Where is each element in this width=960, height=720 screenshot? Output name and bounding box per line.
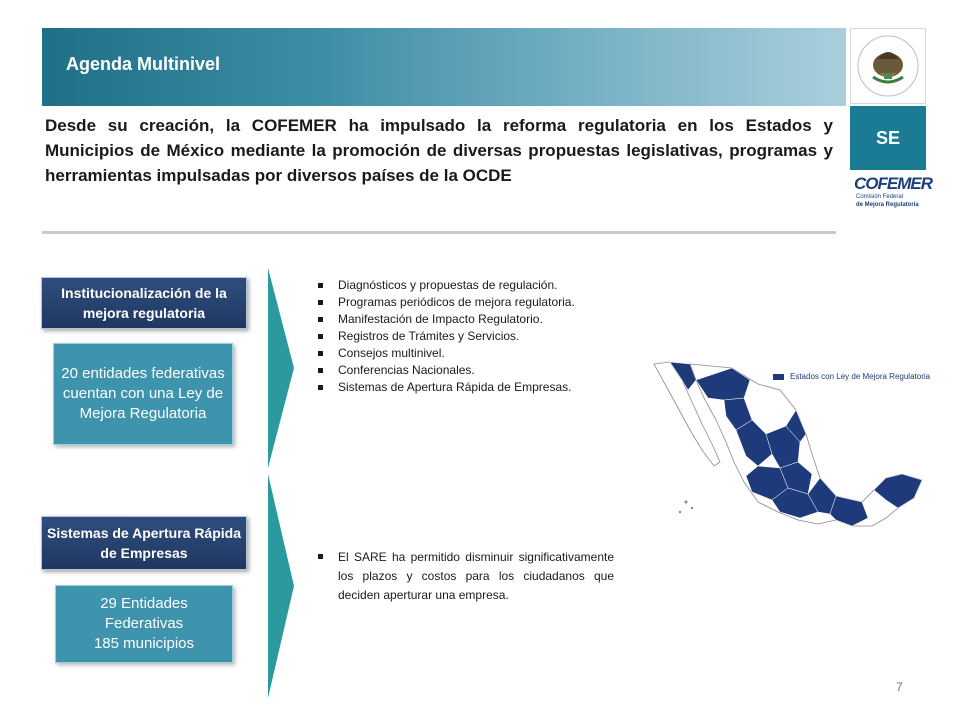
logo-column [850, 28, 932, 208]
section2-stat-box [55, 585, 233, 663]
mexico-seal-logo [850, 28, 926, 104]
title-banner [42, 28, 846, 106]
list-item: Manifestación de Impacto Regulatorio. [316, 311, 614, 328]
section2-chevron-icon [268, 474, 294, 698]
list-item: Diagnósticos y propuestas de regulación. [316, 277, 614, 294]
section1-stat: 20 entidades federativas cuentan con una Ley de Mejora Regulatoria [61, 365, 225, 422]
list-item: Sistemas de Apertura Rápida de Empresas. [316, 379, 614, 396]
section1-bullet-list [316, 277, 614, 396]
section1-stat-box [53, 343, 233, 445]
list-item: Programas periódicos de mejora regulatoria. [316, 294, 614, 311]
map-legend-swatch [773, 374, 784, 380]
section2-title-box [41, 516, 247, 570]
section1-chevron-icon [268, 268, 294, 468]
se-logo: SE [850, 106, 926, 170]
list-item: Conferencias Nacionales. [316, 362, 614, 379]
section1-title-box [41, 277, 247, 329]
section2-stat-line2: Federativas [104, 615, 184, 632]
section2-bullet-list [316, 548, 614, 605]
section1-title: Institucionalización de la mejora regulatoria [61, 285, 227, 321]
cofemer-logo-subtitle-2: de Mejora Regulatoria [856, 202, 919, 208]
cofemer-logo [850, 174, 932, 214]
divider-line [42, 231, 836, 234]
section2-title: Sistemas de Apertura Rápida de Empresas [47, 525, 241, 561]
map-legend-label: Estados con Ley de Mejora Regulatoria [790, 372, 931, 381]
list-item: Registros de Trámites y Servicios. [316, 328, 614, 345]
page-number: 7 [896, 680, 903, 694]
slide-title: Agenda Multinivel [66, 54, 221, 74]
intro-paragraph: Desde su creación, la COFEMER ha impulsado la reforma regulatoria en los Estados y Municipios de México mediante la promoción de diversas propuestas legislativas, programas y herramientas impulsadas por diversos países de la OCDE [45, 116, 833, 185]
section2-stat-line3: 185 municipios [93, 635, 195, 652]
list-item: El SARE ha permitido disminuir significativamente los plazos y costos para los ciudadanos que deciden aperturar una empresa. [316, 548, 614, 605]
cofemer-logo-subtitle: Comisión Federal [856, 194, 904, 200]
cofemer-logo-name: COFEMER [854, 174, 932, 193]
section2-stat-line1: 29 Entidades [100, 595, 188, 612]
list-item: Consejos multinivel. [316, 345, 614, 362]
